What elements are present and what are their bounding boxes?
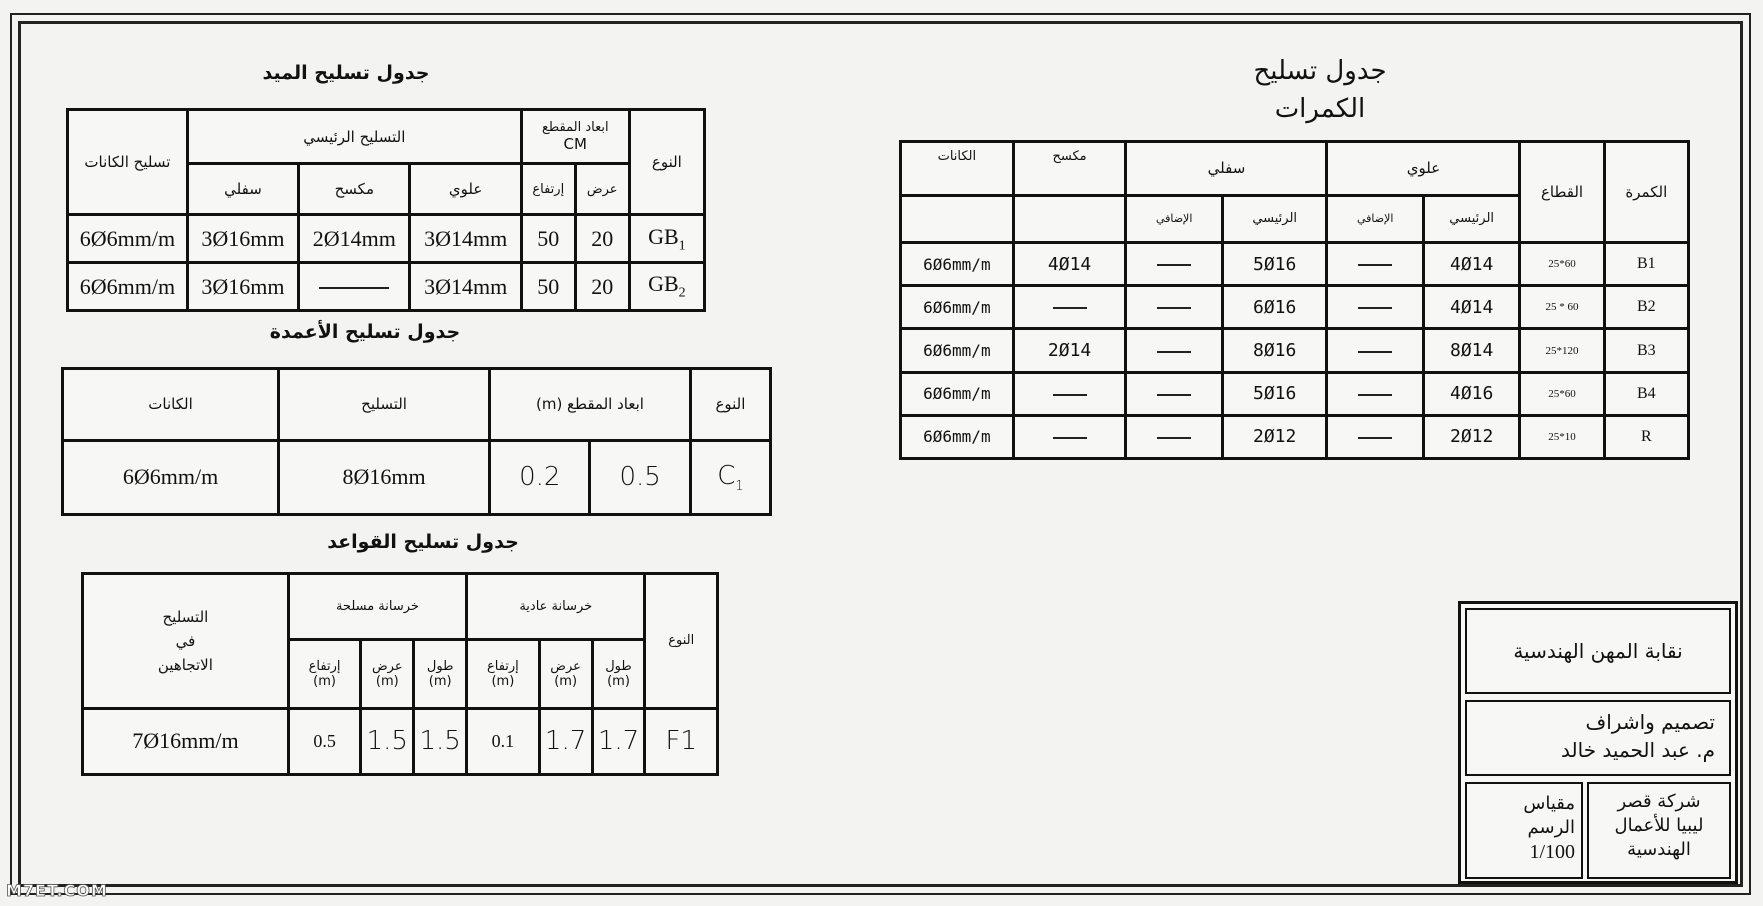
footings-cell-r-length: 1.5 [415,710,465,773]
mida-header-bent: مكسح [300,165,408,213]
beams-cell-top-extra [1328,330,1421,370]
footings-header-type: النوع [646,575,716,707]
beams-header-empty [1015,197,1125,241]
empty-dash [1053,307,1087,309]
mida-cell-stirrups: 6Ø6mm/m [69,216,186,261]
footings-cell-r-height: 0.5 [290,710,360,773]
beams-header-empty [902,197,1012,241]
height-label: إرتفاع [308,658,341,674]
footings-header-rf3: الاتجاهين [157,655,213,674]
company-line-3: الهندسية [1627,839,1691,860]
beams-cell-bent [1015,417,1125,457]
beams-cell-bottom-extra [1127,287,1220,327]
beams-cell-bottom-main: 5Ø16 [1224,374,1326,414]
width-label: عرض [550,658,581,674]
footings-row [84,710,716,773]
beams-cell-stirrups: 6Ø6mm/m [902,287,1012,327]
mida-type-label: GB [648,223,679,249]
columns-cell-stirrups: 6Ø6mm/m [64,442,277,513]
beams-header-bottom: سفلي [1127,143,1325,194]
beams-cell-stirrups: 6Ø6mm/m [902,417,1012,457]
mida-cell-bottom: 3Ø16mm [189,216,297,261]
empty-dash [1053,437,1087,439]
beams-cell-section: 25*60 [1521,244,1602,284]
mida-table [66,108,706,312]
height-label: إرتفاع [486,658,519,674]
empty-dash [1157,307,1191,309]
beams-cell-top-main: 4Ø16 [1425,374,1518,414]
mida-header-type: النوع [631,111,703,213]
mida-header-height: إرتفاع [523,165,574,213]
scale-label-2: الرسم [1527,817,1575,838]
unit-label: (m) [491,673,515,689]
design-label: تصميم واشراف [1585,710,1715,734]
empty-dash [1358,307,1392,309]
beams-cell-top-main: 2Ø12 [1425,417,1518,457]
beams-cell-bottom-extra [1127,417,1220,457]
footings-cell-p-length: 1.7 [594,710,644,773]
footings-header-r-length [415,641,465,706]
footings-header-r-width [362,641,412,706]
columns-header-stirrups: الكانات [64,370,277,439]
columns-cell-reinforcement: 8Ø16mm [280,442,488,513]
mida-cell-height: 50 [523,216,574,261]
footings-cell-p-width: 1.7 [541,710,591,773]
unit-label: (m) [375,673,399,689]
footings-header-rf2: في [175,631,196,650]
beams-cell-section: 25*60 [1521,374,1602,414]
beams-cell-bent: 2Ø14 [1015,330,1125,370]
mida-cell-bent: 2Ø14mm [300,216,408,261]
empty-dash [1157,394,1191,396]
beams-cell-top-main: 4Ø14 [1425,287,1518,327]
footings-header-plain: خرسانة عادية [468,575,643,638]
columns-header-reinforcement: التسليح [280,370,488,439]
scale-cell [1465,782,1583,879]
mida-header-top: علوي [411,165,519,213]
mida-cell-type [631,216,703,261]
mida-row-1 [69,216,703,261]
beams-header-stirrups: الكانات [902,143,1012,194]
footings-header-rf1: التسليح [162,607,209,626]
beams-header-beam: الكمرة [1606,143,1687,241]
beams-cell-bottom-main: 8Ø16 [1224,330,1326,370]
beams-cell-stirrups: 6Ø6mm/m [902,374,1012,414]
beams-cell-section: 25*120 [1521,330,1602,370]
empty-dash [1358,351,1392,353]
mida-cell-height: 50 [523,264,574,309]
footings-header-p-length [594,641,644,706]
unit-label: (m) [313,673,336,689]
empty-dash [1358,264,1392,266]
company-cell [1587,782,1731,879]
empty-dash [1157,351,1191,353]
beams-cell-section: 25 * 60 [1521,287,1602,327]
length-label: طول [426,658,454,674]
syndicate-name: نقابة المهن الهندسية [1513,639,1683,663]
mida-row-2 [69,264,703,309]
footings-header-reinforcement [84,575,287,707]
mida-cell-top: 3Ø14mm [411,264,519,309]
columns-cell-type [692,442,769,513]
empty-dash [1358,437,1392,439]
unit-label: (m) [554,673,578,689]
scale-label-1: مقياس [1523,793,1575,814]
columns-header-type: النوع [692,370,769,439]
footings-cell-r-width: 1.5 [362,710,412,773]
beams-cell-bent [1015,287,1125,327]
beams-cell-bottom-main: 5Ø16 [1224,244,1326,284]
watermark: M7ET.COM [6,881,108,900]
beams-row-b1 [902,244,1687,284]
mida-header-bottom: سفلي [189,165,297,213]
beams-cell-top-main: 4Ø14 [1425,244,1518,284]
beams-row-b4 [902,374,1687,414]
mida-cell-bottom: 3Ø16mm [189,264,297,309]
company-line-1: شركة قصر [1617,791,1701,812]
mida-cell-bent-empty [300,264,408,309]
footings-header-reinforced: خرسانة مسلحة [290,575,465,638]
beams-cell-bent: 4Ø14 [1015,244,1125,284]
beams-cell-bottom-main: 6Ø16 [1224,287,1326,327]
columns-cell-d2: 0.5 [591,442,688,513]
unit-label: (m) [607,673,630,689]
mida-header-dims [523,111,628,162]
mida-cell-top: 3Ø14mm [411,216,519,261]
columns-cell-d1: 0.2 [491,442,588,513]
beams-cell-bent [1015,374,1125,414]
beams-row-b3 [902,330,1687,370]
columns-table-title: جدول تسليح الأعمدة [269,321,461,343]
empty-dash [319,287,389,289]
beams-cell-top-extra [1328,417,1421,457]
footings-cell-rf: 7Ø16mm/m [84,710,287,773]
mida-header-main: التسليح الرئيسي [189,111,520,162]
beams-cell-top-extra [1328,374,1421,414]
beams-row-b2 [902,287,1687,327]
footings-cell-p-height: 0.1 [468,710,538,773]
beams-cell-bottom-main: 2Ø12 [1224,417,1326,457]
beams-table [899,140,1690,460]
beams-cell-top-extra [1328,287,1421,327]
beams-header-top: علوي [1328,143,1518,194]
beams-cell-bottom-extra [1127,330,1220,370]
columns-header-dims: ابعاد المقطع (m) [491,370,689,439]
beams-cell-beam: B4 [1606,374,1687,414]
length-label: طول [605,658,632,674]
beams-cell-beam: B3 [1606,330,1687,370]
mida-cell-stirrups: 6Ø6mm/m [69,264,186,309]
beams-cell-beam: R [1606,417,1687,457]
beams-table-subtitle: الكمرات [1274,94,1366,124]
beams-row-r [902,417,1687,457]
beams-table-title: جدول تسليح [1253,56,1387,86]
beams-header-section: القطاع [1521,143,1602,241]
mida-cell-type [631,264,703,309]
company-line-2: ليبيا للأعمال [1614,815,1704,836]
columns-type-label: C [717,460,736,491]
title-block [1458,601,1738,884]
engineer-name: م. عبد الحميد خالد [1561,738,1715,762]
beams-header-top-main: الرئيسي [1425,197,1518,241]
columns-table [61,367,772,516]
beams-cell-section: 25*10 [1521,417,1602,457]
beams-cell-top-extra [1328,244,1421,284]
beams-cell-bottom-extra [1127,244,1220,284]
mida-type-sub: 1 [678,237,686,253]
beams-header-bent: مكسح [1015,143,1125,194]
footings-header-p-height [468,641,538,706]
beams-cell-top-main: 8Ø14 [1425,330,1518,370]
beams-cell-stirrups: 6Ø6mm/m [902,330,1012,370]
empty-dash [1053,394,1087,396]
footings-header-r-height [290,641,360,706]
footings-table [81,572,719,776]
beams-cell-beam: B2 [1606,287,1687,327]
scale-value: 1/100 [1529,841,1575,863]
empty-dash [1157,264,1191,266]
mida-table-title: جدول تسليح الميد [262,62,430,84]
columns-row [64,442,769,513]
mida-header-width: عرض [577,165,628,213]
title-block-design-row [1465,700,1731,776]
empty-dash [1157,437,1191,439]
beams-cell-bottom-extra [1127,374,1220,414]
beams-cell-stirrups: 6Ø6mm/m [902,244,1012,284]
mida-cell-width: 20 [577,264,628,309]
footings-table-title: جدول تسليح القواعد [327,531,519,553]
unit-label: (m) [428,673,452,689]
beams-cell-beam: B1 [1606,244,1687,284]
beams-header-bottom-extra: الإضافي [1127,197,1220,241]
title-block-syndicate-row [1465,608,1731,694]
columns-type-sub: 1 [735,479,744,495]
mida-header-dims-label: ابعاد المقطع [541,120,609,136]
beams-header-top-extra: الإضافي [1328,197,1421,241]
footings-cell-type: F1 [646,710,716,773]
width-label: عرض [371,658,403,674]
mida-header-stirrups: تسليح الكانات [69,111,186,213]
mida-type-sub: 2 [678,285,686,301]
empty-dash [1358,394,1392,396]
mida-cell-width: 20 [577,216,628,261]
mida-type-label: GB [648,271,679,297]
mida-header-dims-unit: CM [563,135,587,154]
beams-header-bottom-main: الرئيسي [1224,197,1326,241]
footings-header-p-width [541,641,591,706]
